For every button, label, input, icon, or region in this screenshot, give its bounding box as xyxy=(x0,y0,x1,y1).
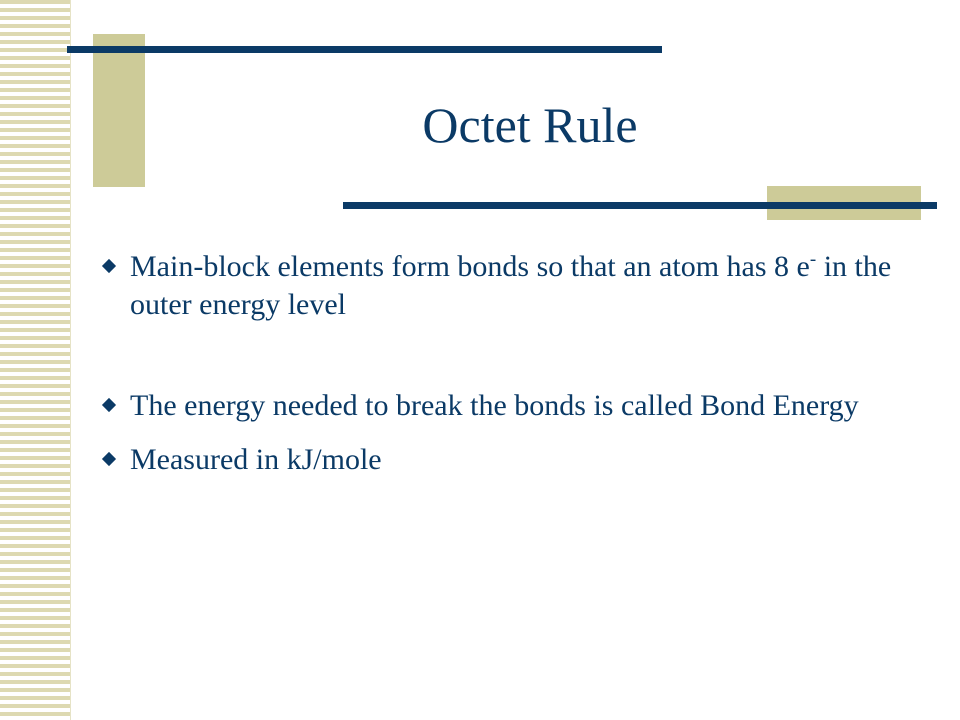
bottom-accent-rule xyxy=(343,202,937,209)
bullet-text-main: Main-block elements form bonds so that an atom has 8 e xyxy=(130,250,810,283)
top-accent-rule xyxy=(67,46,662,53)
diamond-bullet-icon xyxy=(102,259,116,273)
bullet-item-units xyxy=(104,441,904,479)
electron-charge-superscript: - xyxy=(809,249,817,270)
vertical-accent-block xyxy=(93,34,145,187)
diamond-bullet-icon xyxy=(102,452,116,466)
slide-title: Octet Rule xyxy=(422,97,638,153)
bullet-list xyxy=(104,248,904,479)
bullet-text-continued: in the outer energy level xyxy=(130,250,892,321)
striped-sidebar-decoration xyxy=(0,0,71,720)
bullet-item-octet xyxy=(104,248,904,324)
bullet-item-bond-energy xyxy=(104,387,904,425)
bullet-text: Measured in kJ/mole xyxy=(130,443,382,476)
diamond-bullet-icon xyxy=(102,398,116,412)
bullet-text: The energy needed to break the bonds is called Bond Energy xyxy=(130,389,859,422)
